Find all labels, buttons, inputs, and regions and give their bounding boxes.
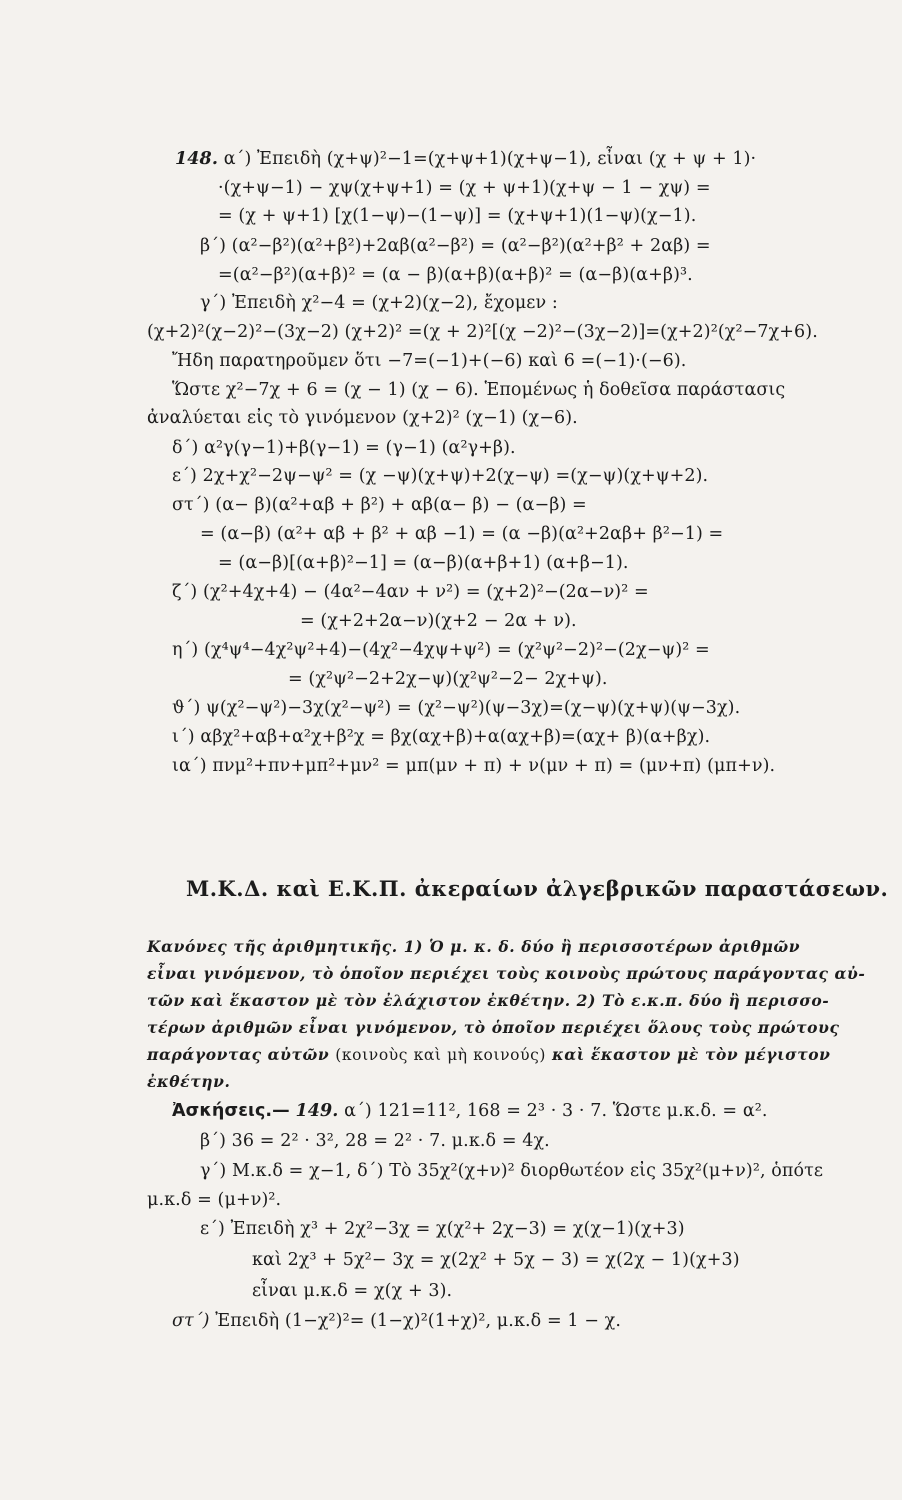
exercises-line-4: μ.κ.δ = (μ+ν)². — [147, 1190, 282, 1210]
line-16: ζ΄) (χ²+4χ+4) − (4α²−4αν + ν²) = (χ+2)²−(2α−ν)² = — [172, 582, 649, 602]
rules-line-5 — [147, 1044, 831, 1066]
line-21: ι΄) αβχ²+αβ+α²χ+β²χ = βχ(αχ+β)+α(αχ+β)=(αχ+ β)(α+βχ). — [172, 727, 711, 747]
line-12: ε΄) 2χ+χ²−2ψ−ψ² = (χ −ψ)(χ+ψ)+2(χ−ψ) =(χ−ψ)(χ+ψ+2). — [172, 466, 709, 486]
line-2: ·(χ+ψ−1) − χψ(χ+ψ+1) = (χ + ψ+1)(χ+ψ − 1 − χψ) = — [218, 178, 711, 198]
line-20: ϑ΄) ψ(χ²−ψ²)−3χ(χ²−ψ²) = (χ²−ψ²)(ψ−3χ)=(χ−ψ)(χ+ψ)(ψ−3χ). — [172, 698, 741, 718]
rules-line-3: τῶν καὶ ἕκαστον μὲ τὸν ἐλάχιστον ἐκθέτην. 2) Τὸ ε.κ.π. δύο ἢ περισσο- — [147, 991, 830, 1010]
line-10: ἀναλύεται εἰς τὸ γινόμενον (χ+2)² (χ−1) (χ−6). — [147, 408, 578, 428]
exercises-line-3: γ΄) Μ.κ.δ = χ−1, δ΄) Τὸ 35χ²(χ+ν)² διορθωτέον εἰς 35χ²(μ+ν)², ὁπότε — [200, 1161, 824, 1181]
line-13: στ΄) (α− β)(α²+αβ + β²) + αβ(α− β) − (α−β) = — [172, 495, 587, 515]
line-6: γ΄) Ἐπειδὴ χ²−4 = (χ+2)(χ−2), ἔχομεν : — [200, 293, 558, 313]
line-14: = (α−β) (α²+ αβ + β² + αβ −1) = (α −β)(α²+2αβ+ β²−1) = — [200, 524, 724, 544]
exercises-line-5: ε΄) Ἐπειδὴ χ³ + 2χ²−3χ = χ(χ²+ 2χ−3) = χ(χ−1)(χ+3) — [200, 1219, 685, 1239]
line-5: =(α²−β²)(α+β)² = (α − β)(α+β)(α+β)² = (α−β)(α+β)³. — [218, 265, 693, 285]
rules-line-6: ἐκθέτην. — [147, 1072, 231, 1091]
rules-line-2: εἶναι γινόμενον, τὸ ὁποῖον περιέχει τοὺς κοινοὺς πρώτους παράγοντας αὐ- — [147, 964, 866, 983]
line-19: = (χ²ψ²−2+2χ−ψ)(χ²ψ²−2− 2χ+ψ). — [288, 669, 608, 689]
exercises-label: Ἀσκήσεις.— — [172, 1101, 290, 1121]
line-148a — [175, 148, 756, 170]
line-18: η΄) (χ⁴ψ⁴−4χ²ψ²+4)−(4χ²−4χψ+ψ²) = (χ²ψ²−2)²−(2χ−ψ)² = — [172, 640, 710, 660]
rules-text: καὶ ἕκαστον μὲ τὸν μέγιστον — [552, 1045, 831, 1064]
exercises-line-1 — [172, 1100, 768, 1122]
line-3: = (χ + ψ+1) [χ(1−ψ)−(1−ψ)] = (χ+ψ+1)(1−ψ)(χ−1). — [218, 206, 697, 226]
rules-line-1: Κανόνες τῆς ἀριθμητικῆς. 1) Ὁ μ. κ. δ. δύο ἢ περισσοτέρων ἀριθμῶν — [147, 937, 801, 956]
line-9: Ὥστε χ²−7χ + 6 = (χ − 1) (χ − 6). Ἑπομένως ἡ δοθεῖσα παράστασις — [172, 380, 786, 400]
line-17: = (χ+2+2α−ν)(χ+2 − 2α + ν). — [300, 611, 577, 631]
item-label: στ΄) — [172, 1311, 210, 1331]
exercises-line-7: εἶναι μ.κ.δ = χ(χ + 3). — [252, 1281, 453, 1301]
rules-text: παράγοντας αὐτῶν — [147, 1045, 330, 1064]
line-text: α΄) Ἐπειδὴ (χ+ψ)²−1=(χ+ψ+1)(χ+ψ−1), εἶναι (χ + ψ + 1)· — [223, 149, 757, 169]
line-7: (χ+2)²(χ−2)²−(3χ−2) (χ+2)² =(χ + 2)²[(χ −2)²−(3χ−2)]=(χ+2)²(χ²−7χ+6). — [147, 322, 818, 342]
rules-text-upright: (κοινοὺς καὶ μὴ κοινούς) — [335, 1046, 547, 1064]
exercise-number: 149. — [295, 1101, 339, 1121]
line-15: = (α−β)[(α+β)²−1] = (α−β)(α+β+1) (α+β−1). — [218, 553, 629, 573]
section-heading: Μ.Κ.Δ. καὶ Ε.Κ.Π. ἀκεραίων ἀλγεβρικῶν παραστάσεων. — [186, 876, 889, 901]
rules-line-4: τέρων ἀριθμῶν εἶναι γινόμενον, τὸ ὁποῖον περιέχει ὅλους τοὺς πρώτους — [147, 1018, 840, 1037]
line-4: β΄) (α²−β²)(α²+β²)+2αβ(α²−β²) = (α²−β²)(α²+β² + 2αβ) = — [200, 236, 711, 256]
exercise-number: 148. — [175, 149, 219, 169]
line-22: ια΄) πνμ²+πν+μπ²+μν² = μπ(μν + π) + ν(μν + π) = (μν+π) (μπ+ν). — [172, 756, 776, 776]
line-8: Ἤδη παρατηροῦμεν ὅτι −7=(−1)+(−6) καὶ 6 =(−1)·(−6). — [172, 351, 687, 371]
line-text: α΄) 121=11², 168 = 2³ · 3 · 7. Ὥστε μ.κ.δ. = α². — [344, 1101, 768, 1121]
exercises-line-8 — [172, 1310, 621, 1332]
line-text: Ἐπειδὴ (1−χ²)²= (1−χ)²(1+χ)², μ.κ.δ = 1 − χ. — [215, 1311, 622, 1331]
exercises-line-2: β΄) 36 = 2² · 3², 28 = 2² · 7. μ.κ.δ = 4χ. — [200, 1131, 550, 1151]
line-11: δ΄) α²γ(γ−1)+β(γ−1) = (γ−1) (α²γ+β). — [172, 438, 516, 458]
exercises-line-6: καὶ 2χ³ + 5χ²− 3χ = χ(2χ² + 5χ − 3) = χ(2χ − 1)(χ+3) — [252, 1250, 740, 1270]
